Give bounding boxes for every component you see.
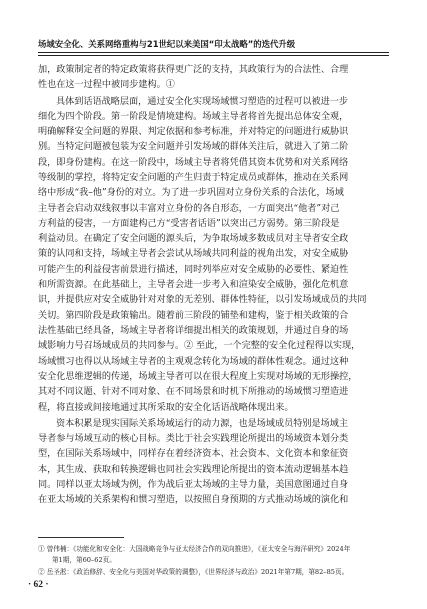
body-line: 安全化思维逻辑的传递，场域主导者可以在很大程度上实现对场域的无形操控， [38, 372, 358, 382]
footnote-2: ② 岳圣淞：《政治修辞、安全化与美国对华政策的调整》，《世界经济与政治》2021年第7期，第82–85页。 [38, 568, 349, 576]
footnote-1: ① 曾伟楠：《功能化和安全化：大国战略竞争与亚太经济合作的双向推进》，《亚太安全与海洋研究》2024年 [38, 545, 351, 553]
header-rule-thin [38, 55, 389, 56]
body-line: 本，其生成、获取和转换逻辑也同社会实践理论所提出的资本流动逻辑基本趋 [38, 465, 349, 475]
body-line: 策的认同和支持，场域主导者会尝试从场域共同利益的视角出发，对安全威胁 [38, 249, 349, 259]
body-line: 利益动员。在确定了安全问题的源头后，为争取场域多数成员对主导者安全政 [38, 234, 349, 244]
body-line: 在亚太场域的关系架构和惯习塑造，以按照自身预期的方式推动场域的演化和 [38, 495, 349, 505]
body-line: 加，政策制定者的特定政策将获得更广泛的支持，其政策行为的合法性、合理 [38, 65, 349, 75]
body-line: 场域惯习也得以从场域主导者的主观观念转化为场域的群体性观念。通过这种 [38, 357, 349, 367]
body-line: 法性基础已经具备，场域主导者将详细提出相关的政策规划，并通过自身的场 [38, 326, 349, 336]
footnote-rule [38, 537, 124, 538]
footnote-1-continued: 第1期，第60–62页。 [52, 556, 116, 564]
body-line: 段，即身份建构。在这一阶段中，场域主导者将凭借其资本优势和对关系网络 [38, 158, 349, 168]
body-line: 程，将直接或间接地通过其所采取的安全化话语战略体现出来。 [38, 403, 294, 413]
body-line: 和所需资源。在此基础上，主导者会进一步考入和渲染安全威胁，强化危机意 [38, 280, 349, 290]
body-line: 络中形成“我–他”身份的对立。为了进一步巩固对立身份关系的合法化，场域 [38, 188, 344, 198]
body-line: 方利益的侵害，一方面建构己方“受害者话语”以突出己方弱势。第三阶段是 [38, 219, 340, 229]
body-line: 其对不同议题、针对不同对象、在不同场景和时机下所推动的场域惯习塑造进 [38, 387, 349, 397]
body-line: 导者参与场域互动的核心目标。类比于社会实践理论所提出的场域资本划分类 [38, 434, 349, 444]
body-line: 别。当特定问题被包装为安全问题并引发场域的群体关注后，就进入了第二阶 [38, 142, 349, 152]
body-line: 识，并提供应对安全威胁针对对象的无差别、群体性特征，以引发场域成员的共同 [38, 295, 367, 305]
body-line: 细化为四个阶段。第一阶段是情境建构。场域主导者将首先提出总体安全观， [38, 112, 349, 122]
body-line: 可能产生的利益侵害前景进行描述，同时列举应对安全威胁的必要性、紧迫性 [38, 265, 349, 275]
running-header-title: 场域安全化、关系网络重构与21世纪以来美国“印太战略”的迭代升级 [38, 39, 296, 49]
body-line: 同。同样以亚太场域为例，作为战后亚太场域的主导力量，美国意图通过自身 [38, 480, 349, 490]
body-line: 资本积累是现实国际关系场域运行的动力源，也是场域成员特别是场域主 [56, 419, 348, 429]
body-line: 具体到话语战略层面，通过安全化实现场域惯习塑造的过程可以被进一步 [56, 97, 348, 107]
body-line: 性也在这一过程中被同步建构。① [38, 80, 175, 90]
header-rule-thick [38, 52, 389, 53]
body-line: 主导者会启动双线叙事以丰富对立身份的各自形态，一方面突出“他者”对己 [38, 204, 340, 214]
page-number: · 62 · [28, 580, 49, 590]
body-line: 关切。第四阶段是政策输出。随着前三阶段的铺垫和建构，鉴于相关政策的合 [38, 311, 349, 321]
body-line: 域影响力号召场域成员的共同参与。② 至此，一个完整的安全化过程得以实现， [38, 341, 361, 351]
body-line: 型，在国际关系场域中，同样存在着经济资本、社会资本、文化资本和象征资 [38, 449, 349, 459]
body-line: 明确解释安全问题的界限、判定依据和参考标准，并对特定的问题进行威胁识 [38, 127, 349, 137]
body-line: 等级制的掌控，将特定安全问题的产生归责于特定成员或群体，推动在关系网 [38, 173, 349, 183]
